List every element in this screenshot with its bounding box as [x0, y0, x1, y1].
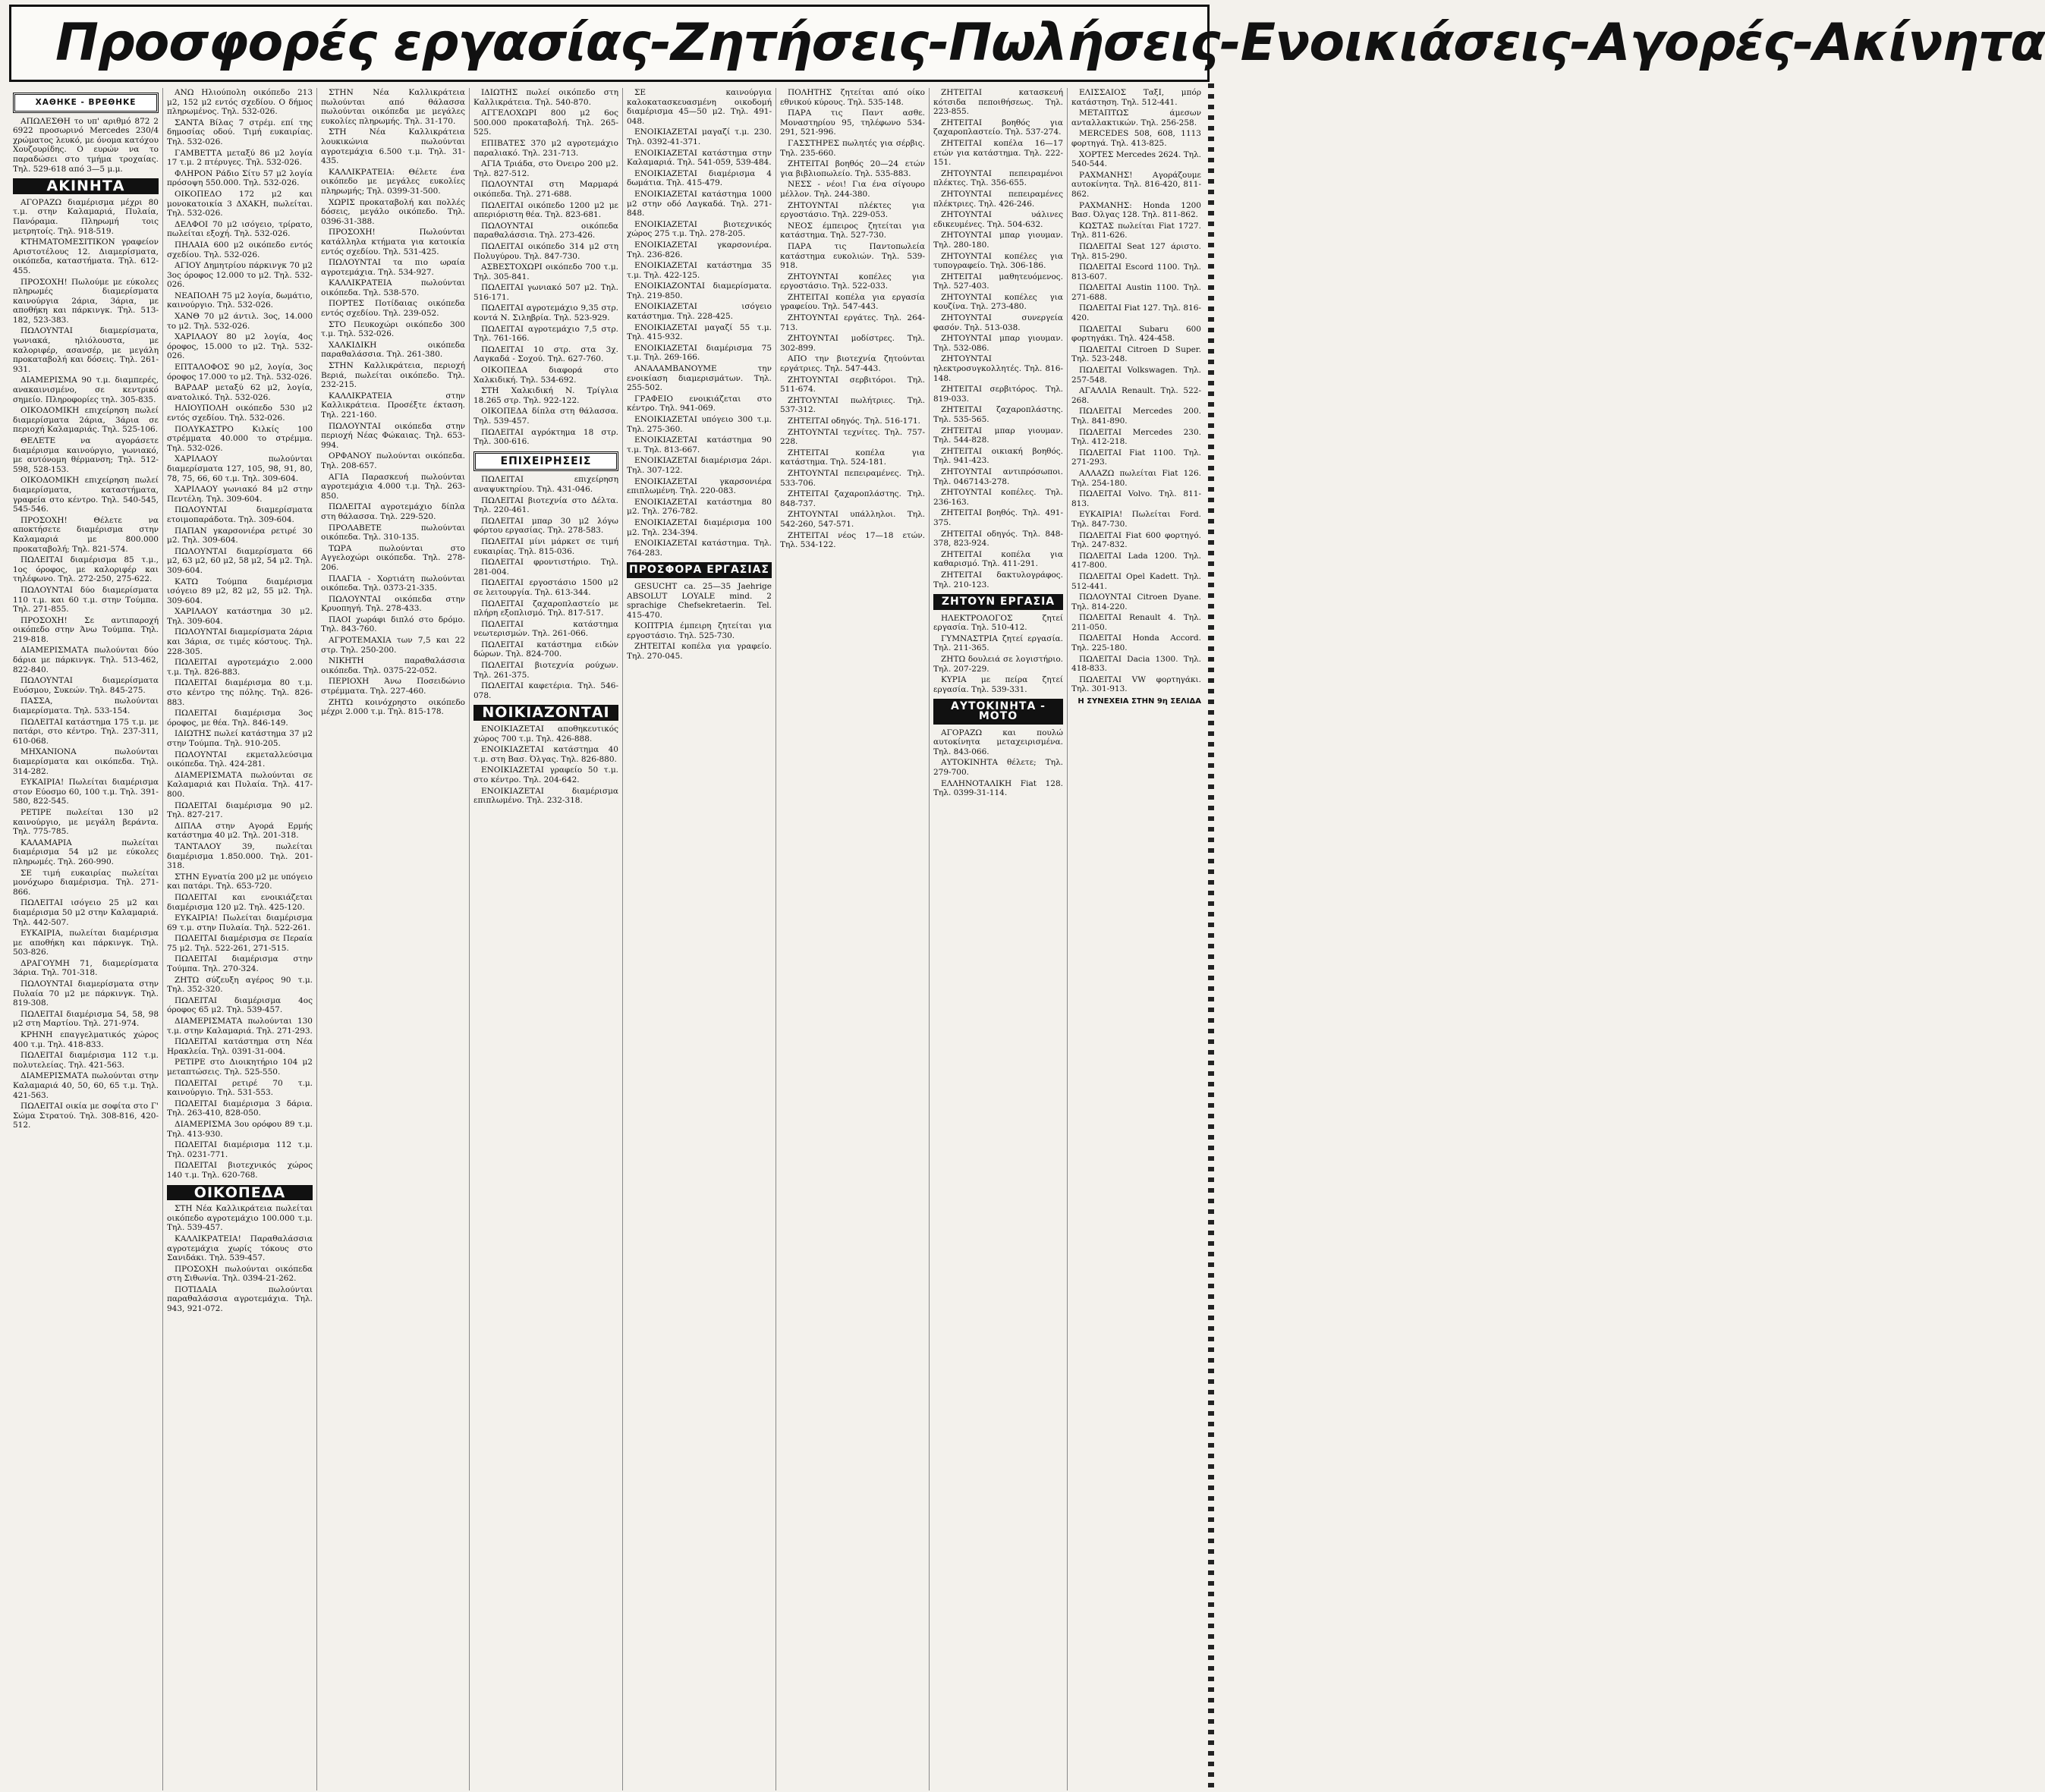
classified-ad: ΠΩΛΟΥΝΤΑΙ οικόπεδα στην περιοχή Νέας Φώκαιας. Τηλ. 653-994.: [321, 421, 465, 450]
classified-ad: ΧΑΝΘ 70 μ2 άντιλ. 3ος, 14.000 το μ2. Τηλ. 532-026.: [167, 312, 313, 331]
classified-ad: ΠΩΛΟΥΝΤΑΙ δύο διαμερίσματα 110 τ.μ. και 60 τ.μ. στην Τούμπα. Τηλ. 271-855.: [13, 585, 159, 615]
classified-ad: ΕΥΚΑΙΡΙΑ! Πωλείται διαμέρισμα 69 τ.μ. στην Πυλαία. Τηλ. 522-261.: [167, 913, 313, 932]
classified-ad: ΖΗΤΟΥΝΤΑΙ ηλεκτροσυγκολλητές. Τηλ. 816-148.: [933, 354, 1063, 383]
classified-ad: ΠΩΛΕΙΤΑΙ διαμέρισμα 112 τ.μ. Τηλ. 0231-771.: [167, 1140, 313, 1159]
classified-ad: ΣΤΗΝ Εγνατία 200 μ2 με υπόγειο και πατάρι. Τηλ. 653-720.: [167, 872, 313, 891]
classified-ad: ΠΩΛΕΙΤΑΙ γωνιακό 507 μ2. Τηλ. 516-171.: [473, 283, 618, 302]
classified-ad: ΖΗΤΟΥΝΤΑΙ κοπέλες. Τηλ. 236-163.: [933, 488, 1063, 507]
classified-ad: ΧΑΡΙΛΑΟΥ πωλούνται διαμερίσματα 127, 105, 98, 91, 80, 78, 75, 66, 60 τ.μ. Τηλ. 309-604.: [167, 454, 313, 483]
classified-ad: ΓΑΣΣΤΗΡΕΣ πωλητές για σέρβις. Τηλ. 235-660.: [780, 138, 925, 158]
classified-ad: ΖΗΤΟΥΝΤΑΙ κοπέλες για τυπογραφείο. Τηλ. 306-186.: [933, 251, 1063, 271]
classified-ad: ΔΙΑΜΕΡΙΣΜΑΤΑ πωλούνται δύο δάρια με πάρκινγκ. Τηλ. 513-462, 822-840.: [13, 646, 159, 674]
classified-ad: ΖΗΤΟΥΝΤΑΙ πεπειραμένες. Τηλ. 533-706.: [780, 468, 925, 488]
classified-ad: ΠΩΛΕΙΤΑΙ VW φορτηγάκι. Τηλ. 301-913.: [1071, 674, 1201, 694]
classified-ad: ΠΩΛΕΙΤΑΙ Volvo. Τηλ. 811-813.: [1071, 489, 1201, 508]
classified-ad: ΕΝΟΙΚΙΑΖΕΤΑΙ κατάστημα στην Καλαμαριά. Τηλ. 541-059, 539-484.: [627, 148, 772, 168]
classified-ad: ΠΛΑΓΙΑ - Χορτιάτη πωλούνται οικόπεδα. Τηλ. 0373-21-335.: [321, 574, 465, 593]
classified-ad: ΕΝΟΙΚΙΑΖΕΤΑΙ βιοτεχνικός χώρος 275 τ.μ. Τηλ. 278-205.: [627, 219, 772, 239]
page-title: Προσφορές εργασίας-Ζητήσεις-Πωλήσεις-Ενοικιάσεις-Αγορές-Ακίνητα: [55, 13, 2045, 73]
classified-ad: ΖΗΤΕΙΤΑΙ βοηθός. Τηλ. 491-375.: [933, 508, 1063, 527]
classified-ad: ΟΙΚΟΔΟΜΙΚΗ επιχείρηση πωλεί διαμερίσματα, καταστήματα, γραφεία στο κέντρο. Τηλ. 540-545, 545-546.: [13, 476, 159, 514]
classified-ad: ΑΝΩ Ηλιούπολη οικόπεδο 213 μ2, 152 μ2 εντός σχεδίου. Ο δήμος πληρωμένος. Τηλ. 532-026.: [167, 88, 313, 117]
classified-ad: ΔΙΑΜΕΡΙΣΜΑ 3ου ορόφου 89 τ.μ. Τηλ. 413-930.: [167, 1119, 313, 1139]
classified-ad: ΑΓΙΑ Παρασκευή πωλούνται αγροτεμάχια 4.000 τ.μ. Τηλ. 263-850.: [321, 472, 465, 501]
classified-ad: ΕΝΟΙΚΙΑΖΕΤΑΙ κατάστημα. Τηλ. 764-283.: [627, 539, 772, 558]
classified-ad: ΠΩΛΕΙΤΑΙ φροντιστήριο. Τηλ. 281-004.: [473, 558, 618, 577]
classified-ad: ΤΩΡΑ πωλούνται στο Αγγελοχώρι οικόπεδα. Τηλ. 278-206.: [321, 543, 465, 572]
classified-ad: ΑΥΤΟΚΙΝΗΤΑ θέλετε; Τηλ. 279-700.: [933, 758, 1063, 777]
classified-ad: ΖΗΤΟΥΝΤΑΙ μπαρ γιουμαν. Τηλ. 532-086.: [933, 334, 1063, 353]
classified-ad: ΘΕΛΕΤΕ να αγοράσετε διαμέρισμα καινούργιο, γωνιακό, με αυτόνομη θέρμανση; Τηλ. 512-598, 528-153.: [13, 436, 159, 474]
classified-ad: ΣΑΝΤΑ Βίλας 7 στρέμ. επί της δημοσίας οδού. Τιμή ευκαιρίας. Τηλ. 532-026.: [167, 118, 313, 146]
classified-ad: ΣΤΗΝ Καλλικράτεια, περιοχή Βεριά, πωλείται οικόπεδο. Τηλ. 232-215.: [321, 361, 465, 390]
classified-ad: ΖΗΤΟΥΝΤΑΙ τεχνίτες. Τηλ. 757-228.: [780, 427, 925, 447]
classified-ad: ΠΩΛΕΙΤΑΙ αγροτεμάχιο δίπλα στη θάλασσα. Τηλ. 229-520.: [321, 502, 465, 521]
classified-ad: ΠΩΛΕΙΤΑΙ μπαρ 30 μ2 λόγω φόρτου εργασίας. Τηλ. 278-583.: [473, 516, 618, 536]
classified-ad: ΑΓΙΟΥ Δημητρίου πάρκινγκ 70 μ2 3ος όροφος 12.000 το μ2. Τηλ. 532-026.: [167, 261, 313, 290]
classified-ad: ΠΩΛΕΙΤΑΙ αγροτεμάχιο 2.000 τ.μ. Τηλ. 826-883.: [167, 658, 313, 677]
classified-ad: ΑΠΟ την βιοτεχνία ζητούνται εργάτριες. Τηλ. 547-443.: [780, 354, 925, 374]
section-header: ΕΠΙΧΕΙΡΗΣΕΙΣ: [473, 451, 618, 472]
classified-ad: ΧΑΛΚΙΔΙΚΗ οικόπεδα παραθαλάσσια. Τηλ. 261-380.: [321, 340, 465, 360]
classified-ad: ΖΗΤΟΥΝΤΑΙ κοπέλες για κουζίνα. Τηλ. 273-480.: [933, 292, 1063, 312]
classified-ad: ΖΗΤΕΙΤΑΙ μπαρ γιουμαν. Τηλ. 544-828.: [933, 426, 1063, 445]
continuation-note: Η ΣΥΝΕΧΕΙΑ ΣΤΗΝ 9η ΣΕΛΙΔΑ: [1078, 697, 1201, 706]
column-5: [623, 88, 776, 1790]
classified-ad: ΙΔΙΩΤΗΣ πωλεί οικόπεδο στη Καλλικράτεια. Τηλ. 540-870.: [473, 88, 618, 107]
classified-ad: ΠΗΛΑΙΑ 600 μ2 οικόπεδο εντός σχεδίου. Τηλ. 532-026.: [167, 240, 313, 259]
classified-ad: ΠΩΛΟΥΝΤΑΙ διαμερίσματα 66 μ2, 63 μ2, 60 μ2, 58 μ2, 54 μ2. Τηλ. 309-604.: [167, 546, 313, 575]
classified-ad: ΖΗΤΕΙΤΑΙ βοηθός 20—24 ετών για βιβλιοπωλείο. Τηλ. 535-883.: [780, 159, 925, 178]
classified-ad: ΡΕΤΙΡΕ πωλείται 130 μ2 καινούργιο, με μεγάλη βεράντα. Τηλ. 775-785.: [13, 807, 159, 837]
classified-ad: ΖΗΤΟΥΝΤΑΙ πλέκτες για εργοστάσιο. Τηλ. 229-053.: [780, 200, 925, 220]
classified-ad: ΖΗΤΟΥΝΤΑΙ υάλινες εδικευμένες. Τηλ. 504-632.: [933, 210, 1063, 229]
classified-ad: ΟΙΚΟΔΟΜΙΚΗ επιχείρηση πωλεί διαμερίσματα 2άρια, 3άρια σε περιοχή Καλαμαριάς. Τηλ. 525-106.: [13, 406, 159, 435]
classified-ad: ΖΗΤΟΥΝΤΑΙ κοπέλες για εργοστάσιο. Τηλ. 522-033.: [780, 272, 925, 291]
column-8: [1068, 88, 1205, 1790]
classified-ad: ΓΑΜΒΕΤΤΑ μεταξύ 86 μ2 λογία 17 τ.μ. 2 πτέρυγες. Τηλ. 532-026.: [167, 148, 313, 168]
classified-ad: ΕΝΟΙΚΙΑΖΕΤΑΙ διαμέρισμα 2άρι. Τηλ. 307-122.: [627, 456, 772, 475]
classified-ad: ΡΑΧΜΑΝΗΣ! Αγοράζουμε αυτοκίνητα. Τηλ. 816-420, 811-862.: [1071, 170, 1201, 199]
classified-ad: ΠΩΛΕΙΤΑΙ εργοστάσιο 1500 μ2 σε λειτουργία. Τηλ. 613-344.: [473, 578, 618, 597]
classified-ad: ΖΗΤΕΙΤΑΙ κοπέλα για κατάστημα. Τηλ. 524-181.: [780, 448, 925, 467]
classified-ad: ΠΩΛΕΙΤΑΙ ρετιρέ 70 τ.μ. καινούργιο. Τηλ. 531-553.: [167, 1078, 313, 1098]
classified-ad: ΚΑΛΛΙΚΡΑΤΕΙΑ πωλούνται οικόπεδα. Τηλ. 538-570.: [321, 278, 465, 297]
classified-ad: ΔΙΑΜΕΡΙΣΜΑ 90 τ.μ. διαμπερές, ανακαινισμένο, σε κεντρικό σημείο. Πληροφορίες τηλ. 305-835.: [13, 376, 159, 404]
classified-ad: ΑΓΓΕΛΟΧΩΡΙ 800 μ2 6ος 500.000 προκαταβολή. Τηλ. 265-525.: [473, 108, 618, 137]
classified-ad: ΠΩΛΕΙΤΑΙ Subaru 600 φορτηγάκι. Τηλ. 424-458.: [1071, 324, 1201, 344]
classified-ad: ΓΥΜΝΑΣΤΡΙΑ ζητεί εργασία. Τηλ. 211-365.: [933, 633, 1063, 653]
classified-ad: ΖΗΤΩ δουλειά σε λογιστήριο. Τηλ. 207-229.: [933, 655, 1063, 674]
classified-ad: ΧΑΡΙΛΑΟΥ γωνιακό 84 μ2 στην Πεντέλη. Τηλ. 309-604.: [167, 485, 313, 504]
classified-ad: ΠΡΟΣΟΧΗ! Θέλετε να αποκτήσετε διαμέρισμα στην Καλαμαριά με 800.000 προκαταβολή; Τηλ. 821-574.: [13, 515, 159, 554]
classified-ad: ΠΩΛΕΙΤΑΙ Volkswagen. Τηλ. 257-548.: [1071, 366, 1201, 385]
classified-ad: ΣΕ τιμή ευκαιρίας πωλείται μονόχωρο διαμέρισμα. Τηλ. 271-866.: [13, 868, 159, 897]
classified-ad: ΖΗΤΕΙΤΑΙ κοπέλα για εργασία γραφείου. Τηλ. 547-443.: [780, 292, 925, 312]
classified-ad: ΠΩΛΕΙΤΑΙ κατάστημα ειδών δώρων. Τηλ. 824-700.: [473, 640, 618, 659]
column-6: [776, 88, 930, 1790]
classified-ad: ΠΩΛΕΙΤΑΙ διαμέρισμα 112 τ.μ. πολυτελείας. Τηλ. 421-563.: [13, 1051, 159, 1070]
classified-ad: ΕΝΟΙΚΙΑΖΕΤΑΙ κατάστημα 90 τ.μ. Τηλ. 813-667.: [627, 435, 772, 454]
classified-ad: ΔΡΑΓΟΥΜΗ 71, διαμερίσματα 3άρια. Τηλ. 701-318.: [13, 958, 159, 978]
classified-ad: ΑΠΩΛΕΣΘΗ το υπ' αριθμό 872 2 6922 προσωρινό Mercedes 230/4 χρώματος λευκό, με όνομα κατόχου Χουζουρίδης. Ο ευρών να το παραδώσει στο τμήμα τροχαίας. Τηλ. 529-618 από 3—5 μ.μ.: [13, 116, 159, 174]
classified-ad: ΔΙΑΜΕΡΙΣΜΑΤΑ πωλούνται σε Καλαμαριά και Πυλαία. Τηλ. 417-800.: [167, 770, 313, 799]
classified-ad: ΗΛΙΟΥΠΟΛΗ οικόπεδο 530 μ2 εντός σχεδίου. Τηλ. 532-026.: [167, 404, 313, 423]
classified-ad: ΠΑΡΑ τις Παντ ασθε. Μοναστηρίου 95, τηλέφωνο 534-291, 521-996.: [780, 108, 925, 137]
classified-ad: ΠΩΛΕΙΤΑΙ διαμέρισμα σε Περαία 75 μ2. Τηλ. 522-261, 271-515.: [167, 934, 313, 953]
classified-ad: ΕΝΟΙΚΙΑΖΕΤΑΙ γκαρσονιέρα. Τηλ. 236-826.: [627, 240, 772, 259]
classified-ad: ΚΟΠΤΡΙΑ έμπειρη ζητείται για εργοστάσιο. Τηλ. 525-730.: [627, 621, 772, 640]
classified-ad: ΧΩΡΙΣ προκαταβολή και πολλές δόσεις, μεγάλο οικόπεδο. Τηλ. 0396-31-388.: [321, 197, 465, 226]
classified-ad: ΠΩΛΕΙΤΑΙ οικόπεδο 1200 μ2 με απεριόριστη θέα. Τηλ. 823-681.: [473, 200, 618, 220]
classified-ad: ΖΗΤΕΙΤΑΙ κοπέλα 16—17 ετών για κατάστημα. Τηλ. 222-151.: [933, 138, 1063, 168]
classified-ad: ΖΗΤΟΥΝΤΑΙ μπαρ γιουμαν. Τηλ. 280-180.: [933, 231, 1063, 250]
classified-ad: ΣΤΗ Χαλκιδική Ν. Τρίγλια 18.265 στρ. Τηλ. 922-122.: [473, 386, 618, 405]
classified-ad: ΑΣΒΕΣΤΟΧΩΡΙ οικόπεδο 700 τ.μ. Τηλ. 305-841.: [473, 263, 618, 281]
classified-ad: ΠΩΛΕΙΤΑΙ Seat 127 άριστο. Τηλ. 815-290.: [1071, 241, 1201, 261]
classified-ad: ΠΑΟΙ χωράφι διπλό στο δρόμο. Τηλ. 843-760.: [321, 615, 465, 634]
classified-ad: ΠΩΛΕΙΤΑΙ οικόπεδο 314 μ2 στη Πολυγύρου. Τηλ. 847-730.: [473, 241, 618, 261]
classified-ad: ΦΛΗΡΟΝ Ράδιο Σίτυ 57 μ2 λογία πρόσοψη 550.000. Τηλ. 532-026.: [167, 168, 313, 188]
classified-ad: MERCEDES 508, 608, 1113 φορτηγά. Τηλ. 413-825.: [1071, 129, 1201, 148]
column-3: [317, 88, 470, 1790]
section-header: ΠΡΟΣΦΟΡΑ ΕΡΓΑΣΙΑΣ: [627, 562, 772, 578]
classified-ad: ΖΗΤΕΙΤΑΙ μαθητευόμενος. Τηλ. 527-403.: [933, 272, 1063, 291]
classified-ad: ΕΝΟΙΚΙΑΖΕΤΑΙ διαμέρισμα επιπλωμένο. Τηλ. 232-318.: [473, 786, 618, 806]
classified-ad: ΠΡΟΣΟΧΗ! Πωλούμε με εύκολες πληρωμές διαμερίσματα καινούργια 2άρια, 3άρια, με αποθήκη και πάρκινγκ. Τηλ. 513-182, 523-383.: [13, 277, 159, 325]
classified-ad: ΕΝΟΙΚΙΑΖΕΤΑΙ κατάστημα 1000 μ2 στην οδό Λαγκαδά. Τηλ. 271-848.: [627, 189, 772, 218]
classified-ad: ΖΗΤΕΙΤΑΙ κατασκευή κότσιδα πεποιθήσεως. Τηλ. 223-855.: [933, 88, 1063, 117]
classified-ad: ΠΡΟΣΟΧΗ! Σε αντιπαροχή οικόπεδο στην Άνω Τούμπα. Τηλ. 219-818.: [13, 615, 159, 644]
classified-ad: ΖΗΤΕΙΤΑΙ ζαχαροπλάστης. Τηλ. 535-565.: [933, 405, 1063, 424]
classified-ad: ΡΑΧΜΑΝΗΣ: Honda 1200 Βασ. Όλγας 128. Τηλ. 811-862.: [1071, 200, 1201, 220]
classified-ad: ΕΝΟΙΚΙΑΖΕΤΑΙ μαγαζί 55 τ.μ. Τηλ. 415-932.: [627, 322, 772, 342]
classified-ad: ΝΕΣΣ - νέοι! Για ένα σίγουρο μέλλον. Τηλ. 244-380.: [780, 180, 925, 199]
classified-ad: ΠΩΛΟΥΝΤΑΙ διαμερίσματα ετοιμοπαράδοτα. Τηλ. 309-604.: [167, 505, 313, 524]
classified-ad: ΕΛΙΣΣΑΙΟΣ ΤαξΙ, μπόρ κατάστηση. Τηλ. 512-441.: [1071, 88, 1201, 107]
classifieds-columns: [9, 88, 1207, 1790]
classified-ad: ΠΩΛΟΥΝΤΑΙ διαμερίσματα στην Πυλαία 70 μ2 με πάρκινγκ. Τηλ. 819-308.: [13, 979, 159, 1008]
classified-ad: ΑΓΑΛΛΙΑ Renault. Τηλ. 522-268.: [1071, 386, 1201, 405]
classified-ad: ΠΩΛΕΙΤΑΙ Citroen D Super. Τηλ. 523-248.: [1071, 344, 1201, 364]
classified-ad: ΚΩΣΤΑΣ πωλείται Fiat 1727. Τηλ. 811-626.: [1071, 221, 1201, 241]
classified-ad: ΕΝΟΙΚΙΑΖΕΤΑΙ κατάστημα 80 μ2. Τηλ. 276-782.: [627, 497, 772, 517]
classified-ad: ΕΝΟΙΚΙΑΖΕΤΑΙ κατάστημα 35 τ.μ. Τηλ. 422-125.: [627, 261, 772, 280]
classified-ad: ΠΩΛΕΙΤΑΙ διαμέρισμα 4ος όροφος 65 μ2. Τηλ. 539-457.: [167, 995, 313, 1015]
section-header: ΝΟΙΚΙΑΖΟΝΤΑΙ: [473, 705, 618, 721]
classified-ad: ΠΡΟΛΑΒΕΤΕ πωλούνται οικόπεδα. Τηλ. 310-135.: [321, 523, 465, 542]
classified-ad: ΔΙΑΜΕΡΙΣΜΑΤΑ πωλούνται 130 τ.μ. στην Καλαμαριά. Τηλ. 271-293.: [167, 1017, 313, 1036]
classified-ad: ΕΝΟΙΚΙΑΖΕΤΑΙ γκαρσονιέρα επιπλωμένη. Τηλ. 220-083.: [627, 476, 772, 496]
classified-ad: ΖΗΤΟΥΝΤΑΙ πεπειραμένοι πλέκτες. Τηλ. 356-655.: [933, 168, 1063, 188]
classified-ad: ΜΗΧΑΝΙΟΝΑ πωλούνται διαμερίσματα και οικόπεδα. Τηλ. 314-282.: [13, 747, 159, 776]
classified-ad: ΠΩΛΟΥΝΤΑΙ οικόπεδα παραθαλάσσια. Τηλ. 273-426.: [473, 221, 618, 241]
classified-ad: ΠΑΡΑ τις Παντοπωλεία κατάστημα ευκολιών. Τηλ. 539-918.: [780, 241, 925, 271]
classified-ad: ΖΗΤΟΥΝΤΑΙ αντιπρόσωποι. Τηλ. 0467143-278.: [933, 467, 1063, 486]
classified-ad: ΠΩΛΕΙΤΑΙ διαμέρισμα 54, 58, 98 μ2 στη Μαρτίου. Τηλ. 271-974.: [13, 1009, 159, 1029]
classified-ad: ΖΗΤΟΥΝΤΑΙ σερβιτόροι. Τηλ. 511-674.: [780, 375, 925, 395]
classified-ad: ΚΑΛΑΜΑΡΙΑ πωλείται διαμέρισμα 54 μ2 με εύκολες πληρωμές. Τηλ. 260-990.: [13, 838, 159, 866]
classified-ad: ΕΠΙΒΑΤΕΣ 370 μ2 αγροτεμάχιο παραλιακό. Τηλ. 231-713.: [473, 138, 618, 158]
classified-ad: ΖΗΤΕΙΤΑΙ κοπέλα για γραφείο. Τηλ. 270-045.: [627, 642, 772, 662]
classified-ad: ΖΗΤΕΙΤΑΙ κοπέλα για καθαρισμό. Τηλ. 411-291.: [933, 549, 1063, 569]
classified-ad: ΕΝΟΙΚΙΑΖΕΤΑΙ διαμέρισμα 100 μ2. Τηλ. 234-394.: [627, 517, 772, 537]
classified-ad: ΠΩΛΕΙΤΑΙ διαμέρισμα 85 τ.μ., 1ος όροφος, με καλοριφέρ και τηλέφωνο. Τηλ. 272-250, 275-622.: [13, 555, 159, 584]
classified-ad: ΟΡΦΑΝΟΥ πωλούνται οικόπεδα. Τηλ. 208-657.: [321, 451, 465, 470]
classified-ad: ΠΩΛΕΙΤΑΙ Mercedes 200. Τηλ. 841-890.: [1071, 407, 1201, 426]
classified-ad: ΠΡΟΣΟΧΗ πωλούνται οικόπεδα στη Σιθωνία. Τηλ. 0394-21-262.: [167, 1264, 313, 1284]
classified-ad: ΚΑΤΩ Τούμπα διαμέρισμα ισόγειο 89 μ2, 82 μ2, 55 μ2. Τηλ. 309-604.: [167, 577, 313, 605]
section-header: ΟΙΚΟΠΕΔΑ: [167, 1185, 313, 1201]
classified-ad: ΖΗΤΕΙΤΑΙ ζαχαροπλάστης. Τηλ. 848-737.: [780, 489, 925, 508]
classified-ad: ΠΩΛΕΙΤΑΙ μίνι μάρκετ σε τιμή ευκαιρίας. Τηλ. 815-036.: [473, 536, 618, 556]
classified-ad: ΖΗΤΟΥΝΤΑΙ πωλήτριες. Τηλ. 537-312.: [780, 395, 925, 415]
classified-ad: ΚΡΗΝΗ επαγγελματικός χώρος 400 τ.μ. Τηλ. 418-833.: [13, 1030, 159, 1049]
classified-ad: ΠΩΛΕΙΤΑΙ Opel Kadett. Τηλ. 512-441.: [1071, 571, 1201, 591]
classified-ad: ΚΤΗΜΑΤΟΜΕΣΙΤΙΚΟΝ γραφείον Αριστοτέλους 12. Διαμερίσματα, οικόπεδα, καταστήματα. Τηλ. 612-455.: [13, 237, 159, 275]
classified-ad: ΚΑΛΛΙΚΡΑΤΕΙΑ στην Καλλικράτεια. Προσέξτε έκταση. Τηλ. 221-160.: [321, 391, 465, 420]
classified-ad: ΠΟΛΥΚΑΣΤΡΟ Κιλκίς 100 στρέμματα 40.000 το στρέμμα. Τηλ. 532-026.: [167, 424, 313, 453]
classified-ad: ΠΟΡΤΕΣ Ποτίδαιας οικόπεδα εντός σχεδίου. Τηλ. 239-052.: [321, 299, 465, 319]
classified-ad: ΕΝΟΙΚΙΑΖΕΤΑΙ γραφείο 50 τ.μ. στο κέντρο. Τηλ. 204-642.: [473, 766, 618, 784]
classified-ad: ΔΙΑΜΕΡΙΣΜΑΤΑ πωλούνται στην Καλαμαριά 40, 50, 60, 65 τ.μ. Τηλ. 421-563.: [13, 1071, 159, 1100]
classified-ad: ΡΕΤΙΡΕ στο Διοικητήριο 104 μ2 μεταπτώσεις. Τηλ. 525-550.: [167, 1058, 313, 1077]
classified-ad: ΠΩΛΕΙΤΑΙ κατάστημα 175 τ.μ. με πατάρι, στο κέντρο. Τηλ. 237-311, 610-068.: [13, 717, 159, 746]
classified-ad: ΔΙΠΛΑ στην Αγορά Ερμής κατάστημα 40 μ2. Τηλ. 201-318.: [167, 821, 313, 841]
classified-ad: ΣΤΗ Νέα Καλλικράτεια λουκικώνια πωλούνται αγροτεμάχια 6.500 τ.μ. Τηλ. 31-435.: [321, 127, 465, 166]
classified-ad: ΕΝΟΙΚΙΑΖΕΤΑΙ υπόγειο 300 τ.μ. Τηλ. 275-360.: [627, 415, 772, 434]
classified-ad: ΠΩΛΕΙΤΑΙ Dacia 1300. Τηλ. 418-833.: [1071, 654, 1201, 674]
classified-ad: ΠΩΛΕΙΤΑΙ διαμέρισμα 90 μ2. Τηλ. 827-217.: [167, 800, 313, 820]
column-1: [9, 88, 163, 1790]
section-header: ΑΥΤΟΚΙΝΗΤΑ - ΜΟΤΟ: [933, 699, 1063, 724]
classified-ad: ΠΟΤΙΔΑΙΑ πωλούνται παραθαλάσσια αγροτεμάχια. Τηλ. 943, 921-072.: [167, 1284, 313, 1314]
classified-ad: ΖΗΤΕΙΤΑΙ οδηγός. Τηλ. 516-171.: [788, 417, 921, 426]
classified-ad: ΠΩΛΟΥΝΤΑΙ εκμεταλλεύσιμα οικόπεδα. Τηλ. 424-281.: [167, 750, 313, 769]
classified-ad: ΠΩΛΕΙΤΑΙ διαμέρισμα στην Τούμπα. Τηλ. 270-324.: [167, 954, 313, 974]
classified-ad: ΕΝΟΙΚΙΑΖΕΤΑΙ διαμέρισμα 75 τ.μ. Τηλ. 269-166.: [627, 343, 772, 363]
classified-ad: ΠΩΛΕΙΤΑΙ Austin 1100. Τηλ. 271-688.: [1071, 283, 1201, 302]
column-7: [930, 88, 1068, 1790]
classified-ad: ΠΩΛΕΙΤΑΙ επιχείρηση αναψυκτηρίου. Τηλ. 431-046.: [473, 475, 618, 494]
classified-ad: ΟΙΚΟΠΕΔΑ διαφορά στο Χαλκιδική. Τηλ. 534-692.: [473, 366, 618, 385]
classified-ad: ΠΩΛΕΙΤΑΙ καφετέρια. Τηλ. 546-078.: [473, 681, 618, 700]
classified-ad: ΣΤΗ Νέα Καλλικράτεια πωλείται οικόπεδο αγροτεμάχιο 100.000 τ.μ. Τηλ. 539-457.: [167, 1204, 313, 1233]
classified-ad: ΠΩΛΕΙΤΑΙ και ενοικιάζεται διαμέρισμα 120 μ2. Τηλ. 425-120.: [167, 892, 313, 912]
classified-ad: ΠΩΛΕΙΤΑΙ κατάστημα νεωτερισμών. Τηλ. 261-066.: [473, 619, 618, 639]
cropped-right-edge: [1208, 83, 1214, 1790]
classified-ad: ΕΝΟΙΚΙΑΖΕΤΑΙ διαμέρισμα 4 δωμάτια. Τηλ. 415-479.: [627, 168, 772, 188]
section-header: ΑΚΙΝΗΤΑ: [13, 178, 159, 194]
classified-ad: ΠΩΛΕΙΤΑΙ ζαχαροπλαστείο με πλήρη εξοπλισμό. Τηλ. 817-517.: [473, 599, 618, 618]
classified-ad: ΣΤΗΝ Νέα Καλλικράτεια πωλούνται από θάλασσα πωλούνται οικόπεδα με μεγάλες ευκολίες πληρωμής. Τηλ. 31-170.: [321, 88, 465, 126]
section-header: ΖΗΤΟΥΝ ΕΡΓΑΣΙΑ: [933, 594, 1063, 610]
classified-ad: ΠΩΛΕΙΤΑΙ διαμέρισμα 3 δάρια. Τηλ. 263-410, 828-050.: [167, 1099, 313, 1118]
classified-ad: ΖΗΤΩ κοινόχρηστο οικόπεδο μέχρι 2.000 τ.μ. Τηλ. 815-178.: [321, 697, 465, 717]
classified-ad: ΠΩΛΕΙΤΑΙ Mercedes 230. Τηλ. 412-218.: [1071, 427, 1201, 447]
column-4: [470, 88, 623, 1790]
classified-ad: ΖΗΤΕΙΤΑΙ δακτυλογράφος. Τηλ. 210-123.: [933, 570, 1063, 589]
classified-ad: ΕΝΟΙΚΙΑΖΕΤΑΙ κατάστημα 40 τ.μ. στη Βασ. Όλγας. Τηλ. 826-880.: [473, 745, 618, 764]
classified-ad: ΠΩΛΕΙΤΑΙ Fiat 127. Τηλ. 816-420.: [1071, 303, 1201, 323]
classified-ad: ΠΩΛΕΙΤΑΙ Fiat 600 φορτηγό. Τηλ. 247-832.: [1071, 530, 1201, 550]
classified-ad: ΑΝΑΛΑΜΒΑΝΟΥΜΕ την ενοικίαση διαμερισμάτων. Τηλ. 255-502.: [627, 364, 772, 393]
classified-ad: ΚΑΛΛΙΚΡΑΤΕΙΑ! Παραθαλάσσια αγροτεμάχια χωρίς τόκους στο Σανιδάκι. Τηλ. 539-457.: [167, 1234, 313, 1263]
classified-ad: ΠΩΛΟΥΝΤΑΙ διαμερίσματα 2άρια και 3άρια, σε τιμές κόστους. Τηλ. 228-305.: [167, 627, 313, 656]
column-2: [163, 88, 317, 1790]
classified-ad: ΠΕΡΙΟΧΗ Άνω Ποσειδώνιο στρέμματα. Τηλ. 227-460.: [321, 677, 465, 696]
classified-ad: ΕΥΚΑΙΡΙΑ, πωλείται διαμέρισμα με αποθήκη και πάρκινγκ. Τηλ. 503-826.: [13, 929, 159, 957]
classified-ad: GESUCHT ca. 25—35 Jaehrige ABSOLUT LOYALE mind. 2 sprachige Chefsekretaerin. Tel. 415-470.: [627, 581, 772, 620]
classified-ad: ΠΩΛΕΙΤΑΙ Escord 1100. Τηλ. 813-607.: [1071, 263, 1201, 281]
classified-ad: ΕΥΚΑΙΡΙΑ! Πωλείται Ford. Τηλ. 847-730.: [1071, 510, 1201, 529]
classified-ad: ΠΩΛΕΙΤΑΙ διαμέρισμα 80 τ.μ. στο κέντρο της πόλης. Τηλ. 826-883.: [167, 678, 313, 707]
classified-ad: ΠΩΛΕΙΤΑΙ Lada 1200. Τηλ. 417-800.: [1071, 551, 1201, 571]
classified-ad: ΖΗΤΕΙΤΑΙ βοηθός για ζαχαροπλαστείο. Τηλ. 537-274.: [933, 118, 1063, 137]
classified-ad: ΠΑΠΑΝ γκαρσονιέρα ρετιρέ 30 μ2. Τηλ. 309-604.: [167, 526, 313, 545]
classified-ad: ΑΛΛΑΖΩ πωλείται Fiat 126. Τηλ. 254-180.: [1071, 468, 1201, 488]
classified-ad: ΑΓΙΑ Τριάδα, στο Όνειρο 200 μ2. Τηλ. 827-512.: [473, 159, 618, 178]
section-header: ΧΑΘΗΚΕ - ΒΡΕΘΗΚΕ: [13, 93, 159, 113]
classified-ad: ΕΛΛΗΝΟΤΑΛΙΚΗ Fiat 128. Τηλ. 0399-31-114.: [933, 778, 1063, 798]
classified-ad: ΠΟΛΗΤΗΣ ζητείται από οίκο εθνικού κύρους. Τηλ. 535-148.: [780, 88, 925, 107]
classified-ad: ΠΩΛΕΙΤΑΙ 10 στρ. στα 3χ. Λαγκαδά - Σοχού. Τηλ. 627-760.: [473, 344, 618, 364]
classified-ad: ΕΝΟΙΚΙΑΖΟΝΤΑΙ διαμερίσματα. Τηλ. 219-850.: [627, 281, 772, 300]
classified-ad: ΕΝΟΙΚΙΑΖΕΤΑΙ μαγαζί τ.μ. 230. Τηλ. 0392-41-371.: [627, 127, 772, 146]
classified-ad: ΚΥΡΙΑ με πείρα ζητεί εργασία. Τηλ. 539-331.: [933, 675, 1063, 694]
classified-ad: ΟΙΚΟΠΕΔΟ 172 μ2 και μονοκατοικία 3 ΔΧΑΚΗ, πωλείται. Τηλ. 532-026.: [167, 189, 313, 218]
classified-ad: ΕΠΤΑΛΟΦΟΣ 90 μ2, λογία, 3ος όροφος 17.000 το μ2. Τηλ. 532-026.: [167, 363, 313, 382]
classified-ad: ΠΩΛΕΙΤΑΙ αγρόκτημα 18 στρ. Τηλ. 300-616.: [473, 427, 618, 447]
classified-ad: ΠΩΛΕΙΤΑΙ Renault 4. Τηλ. 211-050.: [1071, 613, 1201, 632]
classified-ad: ΜΕΤΑΠΤΩΣ άμεσων ανταλλακτικών. Τηλ. 256-258.: [1071, 108, 1201, 127]
classified-ad: ΖΗΤΟΥΝΤΑΙ συνεργεία φασόν. Τηλ. 513-038.: [933, 313, 1063, 332]
classified-ad: ΣΕ καινούργια καλοκατασκευασμένη οικοδομή διαμέρισμα 45—50 μ2. Τηλ. 491-048.: [627, 88, 772, 126]
classified-ad: ΑΓΟΡΑΖΩ διαμέρισμα μέχρι 80 τ.μ. στην Καλαμαριά, Πυλαία, Πανόραμα. Πληρωμή τοις μετρητοίς. Τηλ. 918-519.: [13, 197, 159, 236]
classified-ad: ΠΩΛΟΥΝΤΑΙ τα πιο ωραία αγροτεμάχια. Τηλ. 534-927.: [321, 258, 465, 277]
classified-ad: ΠΡΟΣΟΧΗ! Πωλούνται κατάλληλα κτήματα για κατοικία εντός σχεδίου. Τηλ. 531-425.: [321, 228, 465, 256]
classified-ad: ΧΑΡΙΛΑΟΥ 80 μ2 λογία, 4ος όροφος, 15.000 το μ2. Τηλ. 532-026.: [167, 332, 313, 361]
classified-ad: ΖΗΤΟΥΝΤΑΙ υπάλληλοι. Τηλ. 542-260, 547-571.: [780, 510, 925, 529]
classified-ad: ΣΤΟ Πευκοχώρι οικόπεδο 300 τ.μ. Τηλ. 532-026.: [321, 319, 465, 339]
classified-ad: ΧΑΡΙΛΑΟΥ κατάστημα 30 μ2. Τηλ. 309-604.: [167, 607, 313, 626]
classified-ad: ΒΑΡΔΑΡ μεταξύ 62 μ2, λογία, ανατολικό. Τηλ. 532-026.: [167, 383, 313, 402]
classified-ad: ΠΩΛΕΙΤΑΙ αγροτεμάχιο 7,5 στρ. Τηλ. 761-166.: [473, 324, 618, 344]
classified-ad: ΠΑΣΣΑ, πωλούνται διαμερίσματα. Τηλ. 533-154.: [13, 696, 159, 716]
classified-ad: ΖΗΤΕΙΤΑΙ νέος 17—18 ετών. Τηλ. 534-122.: [780, 530, 925, 550]
classified-ad: ΠΩΛΕΙΤΑΙ κατάστημα στη Νέα Ηρακλεία. Τηλ. 0391-31-004.: [167, 1037, 313, 1056]
classified-ad: ΠΩΛΕΙΤΑΙ Honda Accord. Τηλ. 225-180.: [1071, 633, 1201, 653]
masthead: [9, 5, 2045, 82]
classified-ad: ΖΗΤΕΙΤΑΙ σερβιτόρος. Τηλ. 819-033.: [933, 385, 1063, 404]
classified-ad: ΖΗΤΕΙΤΑΙ οδηγός. Τηλ. 848-378, 823-924.: [933, 529, 1063, 549]
classified-ad: ΕΥΚΑΙΡΙΑ! Πωλείται διαμέρισμα στον Εύοσμο 60, 100 τ.μ. Τηλ. 391-580, 822-545.: [13, 778, 159, 806]
classified-ad: ΖΗΤΩ σύζευξη αγέρος 90 τ.μ. Τηλ. 352-320.: [167, 975, 313, 995]
classified-ad: ΠΩΛΟΥΝΤΑΙ διαμερίσματα, γωνιακά, ηλιόλουστα, με καλοριφέρ, ασανσέρ, με μεγάλη προκαταβολή και δόσεις. Τηλ. 261-931.: [13, 326, 159, 374]
classified-ad: ΖΗΤΟΥΝΤΑΙ πεπειραμένες πλέκτριες. Τηλ. 426-246.: [933, 189, 1063, 209]
classified-ad: ΝΕΑΠΟΛΗ 75 μ2 λογία, δωμάτιο, καινούργιο. Τηλ. 532-026.: [167, 291, 313, 310]
classified-ad: ΤΑΝΤΑΛΟΥ 39, πωλείται διαμέρισμα 1.850.000. Τηλ. 201-318.: [167, 841, 313, 871]
classified-ad: ΠΩΛΕΙΤΑΙ βιοτεχνία στο Δέλτα. Τηλ. 220-461.: [473, 495, 618, 515]
classified-ad: ΕΝΟΙΚΙΑΖΕΤΑΙ αποθηκευτικός χώρος 700 τ.μ. Τηλ. 426-888.: [473, 725, 618, 744]
classified-ad: ΖΗΤΕΙΤΑΙ οικιακή βοηθός. Τηλ. 941-423.: [933, 446, 1063, 466]
classified-ad: ΝΙΚΗΤΗ παραθαλάσσια οικόπεδα. Τηλ. 0375-22-052.: [321, 656, 465, 675]
classified-ad: ΠΩΛΕΙΤΑΙ ισόγειο 25 μ2 και διαμέρισμα 50 μ2 στην Καλαμαριά. Τηλ. 442-507.: [13, 898, 159, 927]
classified-ad: ΠΩΛΕΙΤΑΙ διαμέρισμα 3ος όροφος, με θέα. Τηλ. 846-149.: [167, 709, 313, 728]
classified-ad: ΚΑΛΛΙΚΡΑΤΕΙΑ: Θέλετε ένα οικόπεδο με μεγάλες ευκολίες πληρωμής; Τηλ. 0399-31-500.: [321, 167, 465, 196]
classified-ad: ΔΕΛΦΟΙ 70 μ2 ισόγειο, τρίρατο, πωλείται εξοχή. Τηλ. 532-026.: [167, 219, 313, 239]
classified-ad: ΠΩΛΕΙΤΑΙ οικία με σοφίτα στο Γ' Σώμα Στρατού. Τηλ. 308-816, 420-512.: [13, 1102, 159, 1130]
classified-ad: ΠΩΛΟΥΝΤΑΙ οικόπεδα στην Κρυοπηγή. Τηλ. 278-433.: [321, 594, 465, 614]
classified-ad: ΝΕΟΣ έμπειρος ζητείται για κατάστημα. Τηλ. 527-730.: [780, 221, 925, 241]
classified-ad: ΠΩΛΟΥΝΤΑΙ στη Μαρμαρά οικόπεδα. Τηλ. 271-688.: [473, 180, 618, 199]
classified-ad: ΗΛΕΚΤΡΟΛΟΓΟΣ ζητεί εργασία. Τηλ. 510-412.: [933, 613, 1063, 633]
classified-ad: ΓΡΑΦΕΙΟ ενοικιάζεται στο κέντρο. Τηλ. 941-069.: [627, 394, 772, 413]
classified-ad: ΠΩΛΕΙΤΑΙ αγροτεμάχιο 9,35 στρ. κοντά Ν. Σιληβρία. Τηλ. 523-929.: [473, 303, 618, 323]
classified-ad: ΠΩΛΟΥΝΤΑΙ διαμερίσματα Ευόσμου, Συκεών. Τηλ. 845-275.: [13, 676, 159, 695]
classified-ad: ΧΟΡΤΕΣ Mercedes 2624. Τηλ. 540-544.: [1071, 149, 1202, 169]
classified-ad: ΑΓΡΟΤΕΜΑΧΙΑ των 7,5 και 22 στρ. Τηλ. 250-200.: [321, 636, 465, 655]
classified-ad: ΖΗΤΟΥΝΤΑΙ εργάτες. Τηλ. 264-713.: [780, 313, 925, 332]
classified-ad: ΠΩΛΕΙΤΑΙ Fiat 1100. Τηλ. 271-293.: [1071, 448, 1201, 467]
classified-ad: ΕΝΟΙΚΙΑΖΕΤΑΙ ισόγειο κατάστημα. Τηλ. 228-425.: [627, 302, 772, 322]
classified-ad: ΠΩΛΕΙΤΑΙ βιοτεχνικός χώρος 140 τ.μ. Τηλ. 620-768.: [167, 1161, 313, 1180]
classified-ad: ΙΔΙΩΤΗΣ πωλεί κατάστημα 37 μ2 στην Τούμπα. Τηλ. 910-205.: [167, 729, 313, 748]
classified-ad: ΠΩΛΕΙΤΑΙ βιοτεχνία ρούχων. Τηλ. 261-375.: [473, 661, 618, 680]
classified-ad: ΖΗΤΟΥΝΤΑΙ μοδίστρες. Τηλ. 302-899.: [780, 334, 925, 353]
classified-ad: ΠΩΛΟΥΝΤΑΙ Citroen Dyane. Τηλ. 814-220.: [1071, 593, 1201, 611]
classified-ad: ΑΓΟΡΑΖΩ και πουλώ αυτοκίνητα μεταχειρισμένα. Τηλ. 843-066.: [933, 728, 1063, 756]
classified-ad: ΟΙΚΟΠΕΔΑ δίπλα στη θάλασσα. Τηλ. 539-457.: [473, 407, 618, 426]
